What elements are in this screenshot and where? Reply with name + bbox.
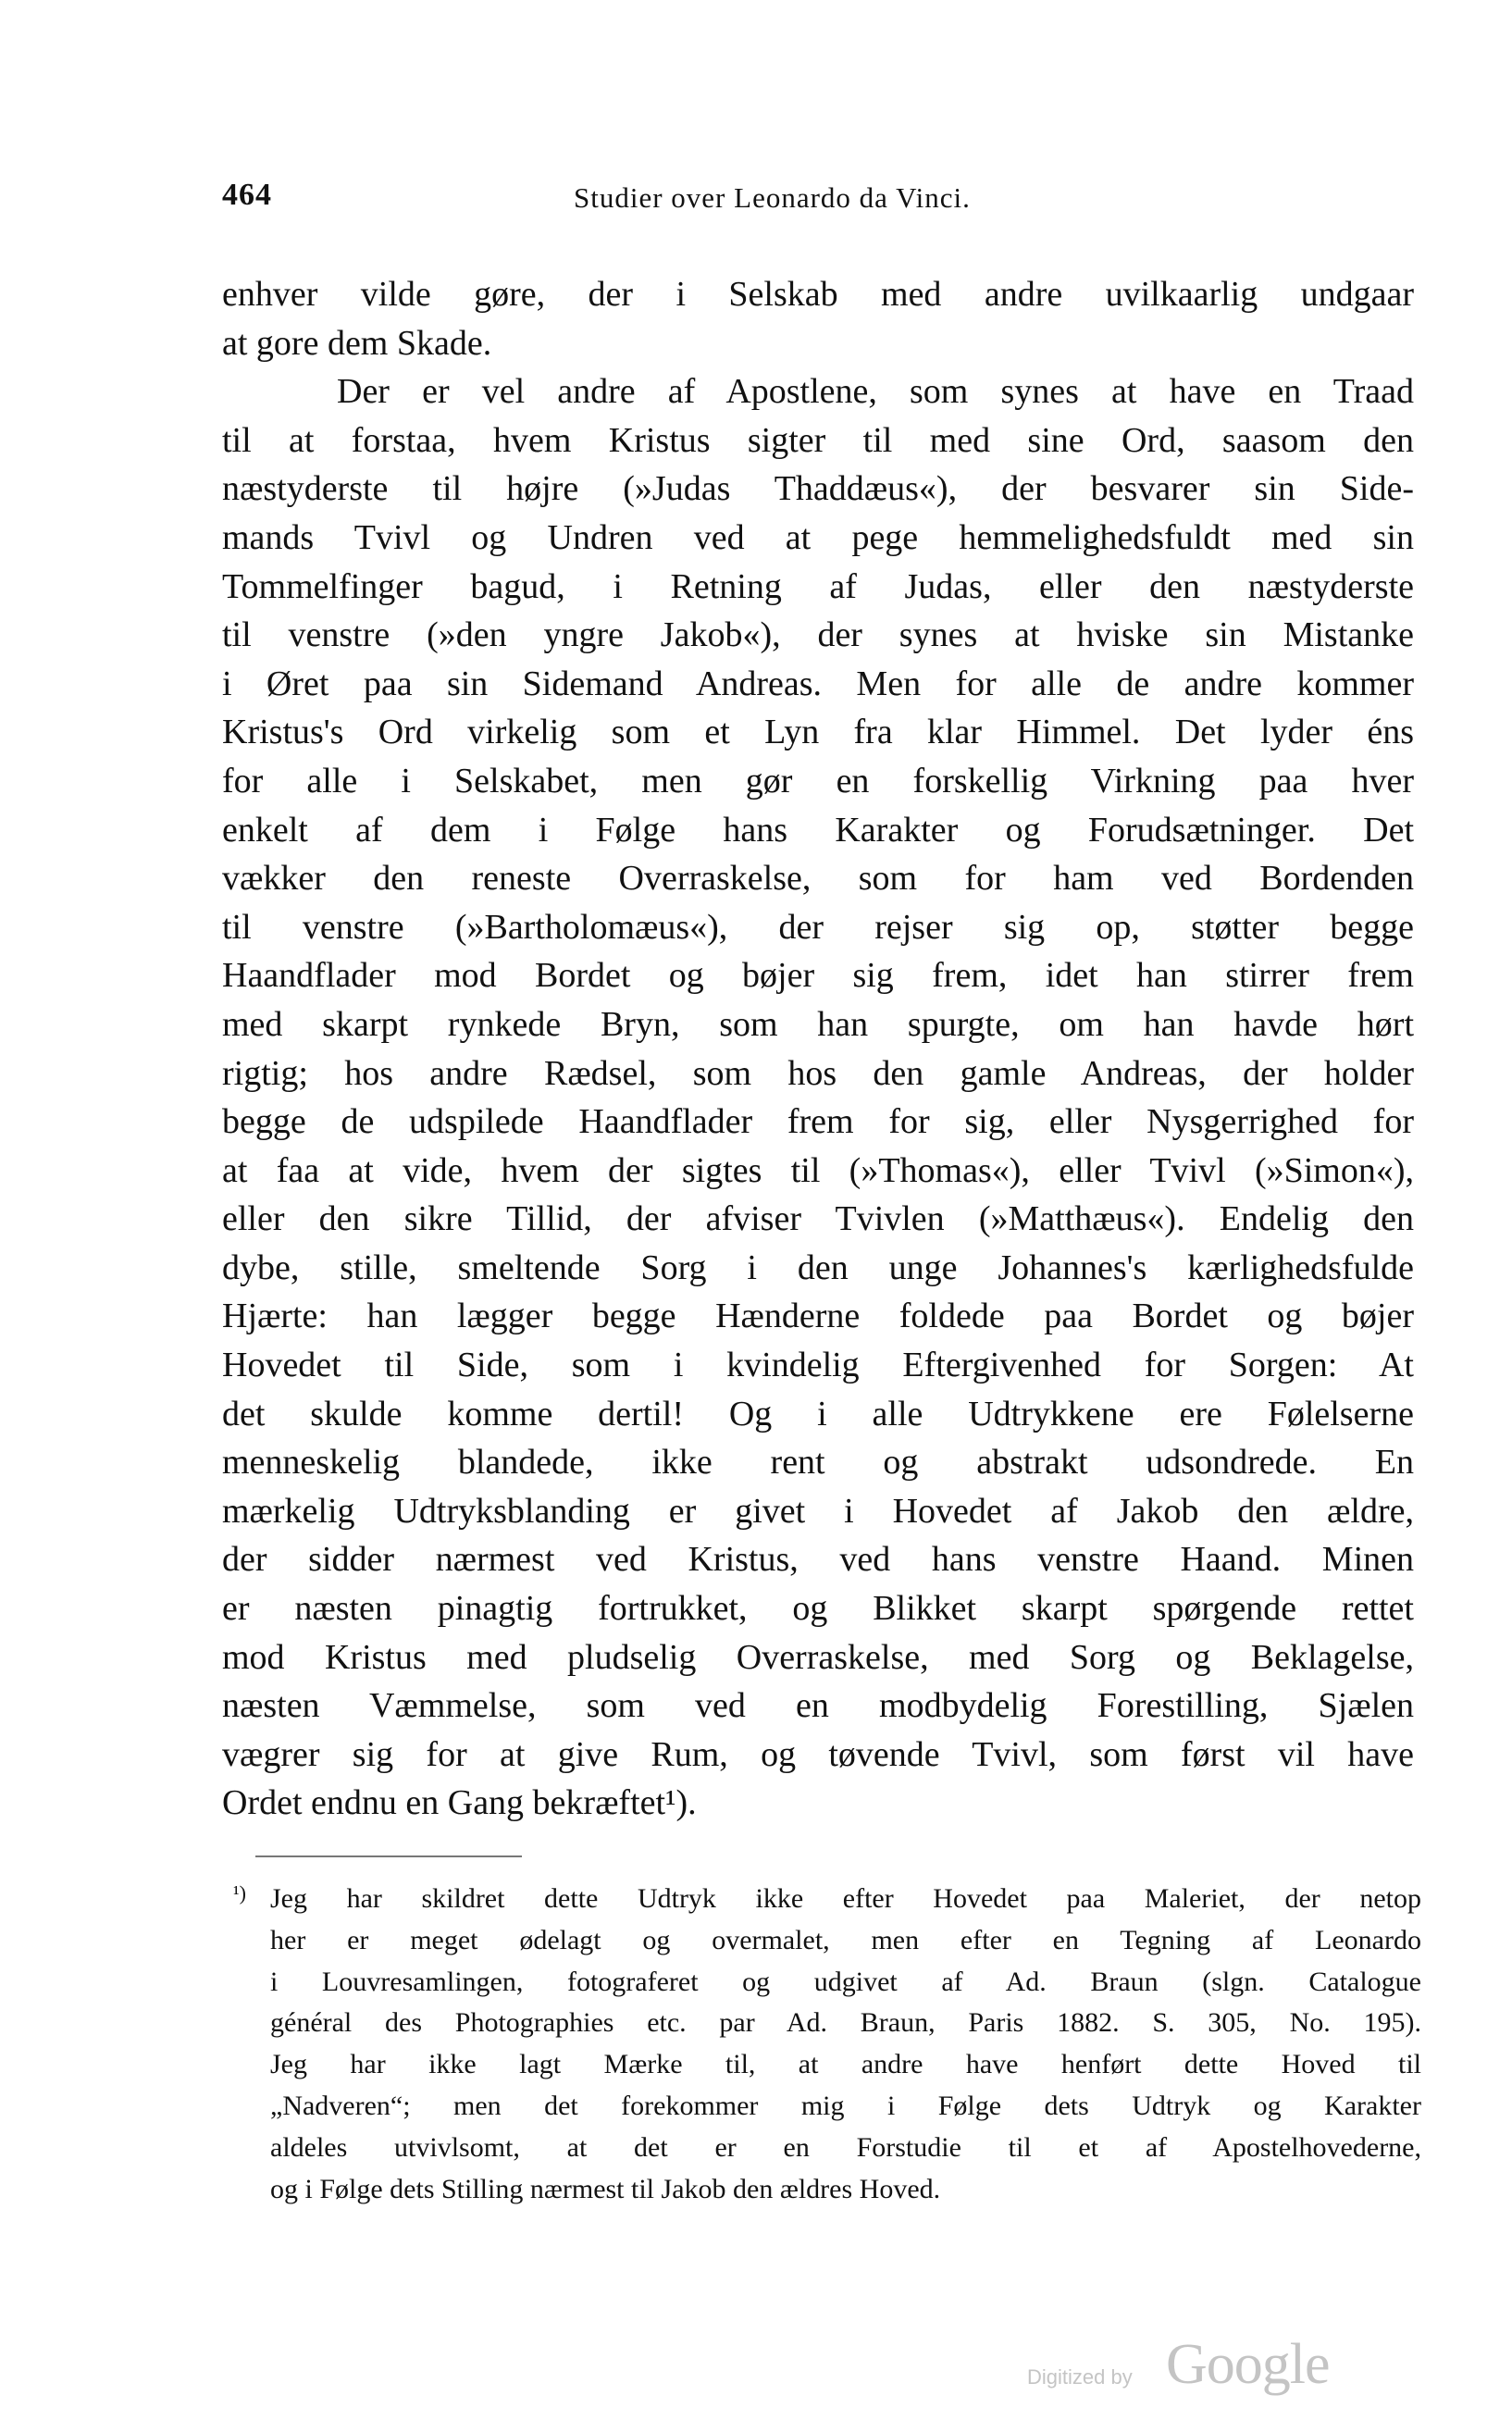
text-line: Der er vel andre af Apostlene, som synes at have en Traad (337, 372, 1414, 412)
running-title: Studier over Leonardo da Vinci. (574, 181, 971, 214)
footnote-line: i Louvresamlingen, fotograferet og udgivet af Ad. Braun (slgn. Catalogue (270, 1966, 1421, 1997)
text-line: Haandflader mod Bordet og bøjer sig frem, idet han stirrer frem (222, 956, 1414, 996)
text-line: er næsten pinagtig fortrukket, og Blikket skarpt spørgende rettet (222, 1589, 1414, 1629)
watermark-label: Digitized by (1027, 2365, 1133, 2389)
text-line: mod Kristus med pludselig Overraskelse, med Sorg og Beklagelse, (222, 1637, 1414, 1677)
footnote-line: Jeg har skildret dette Udtryk ikke efter Hovedet paa Maleriet, der netop (270, 1883, 1421, 1914)
text-line: Tommelfinger bagud, i Retning af Judas, eller den næstyderste (222, 566, 1414, 606)
footnote-line: général des Photographies etc. par Ad. Braun, Paris 1882. S. 305, No. 195). (270, 2007, 1421, 2039)
text-line: begge de udspilede Haandflader frem for sig, eller Nysgerrighed for (222, 1102, 1414, 1142)
text-line: det skulde komme dertil! Og i alle Udtrykkene ere Følelserne (222, 1394, 1414, 1433)
footnote-line: og i Følge dets Stilling nærmest til Jakob den ældres Hoved. (270, 2173, 941, 2204)
google-logo: Google (1166, 2333, 1330, 2396)
text-line: dybe, stille, smeltende Sorg i den unge Johannes's kærlighedsfulde (222, 1247, 1414, 1287)
text-line: med skarpt rynkede Bryn, som han spurgte, om han havde hørt (222, 1004, 1414, 1044)
text-line: at faa at vide, hvem der sigtes til (»Thomas«), eller Tvivl (»Simon«), (222, 1150, 1414, 1190)
text-line: enhver vilde gøre, der i Selskab med andre uvilkaarlig undgaar (222, 275, 1414, 314)
text-line: Hovedet til Side, som i kvindelig Eftergivenhed for Sorgen: At (222, 1346, 1414, 1385)
text-line: i Øret paa sin Sidemand Andreas. Men for alle de andre kommer (222, 664, 1414, 703)
text-line: Ordet endnu en Gang bekræftet¹). (222, 1783, 697, 1823)
text-line: næsten Væmmelse, som ved en modbydelig Forestilling, Sjælen (222, 1686, 1414, 1726)
text-line: eller den sikre Tillid, der afviser Tvivlen (»Matthæus«). Endelig den (222, 1199, 1414, 1239)
page-header (222, 178, 1425, 224)
body-text (222, 270, 1414, 1828)
footnote-rule (226, 1855, 522, 1857)
text-line: mands Tvivl og Undren ved at pege hemmelighedsfuldt med sin (222, 517, 1414, 557)
footnote-line: aldeles utvivlsomt, at det er en Forstudie til et af Apostelhovederne, (270, 2131, 1421, 2163)
text-line: enkelt af dem i Følge hans Karakter og Forudsætninger. Det (222, 810, 1414, 850)
footnote-line: Jeg har ikke lagt Mærke til, at andre have henført dette Hoved til (270, 2049, 1421, 2080)
text-line: mærkelig Udtryksblanding er givet i Hovedet af Jakob den ældre, (222, 1491, 1414, 1531)
text-line: til venstre (»den yngre Jakob«), der synes at hviske sin Mistanke (222, 615, 1414, 655)
text-line: næstyderste til højre (»Judas Thaddæus«), der besvarer sin Side- (222, 469, 1414, 509)
text-line: vækker den reneste Overraskelse, som for ham ved Bordenden (222, 859, 1414, 899)
text-line: menneskelig blandede, ikke rent og abstrakt udsondrede. En (222, 1443, 1414, 1483)
text-line: vægrer sig for at give Rum, og tøvende Tvivl, som først vil have (222, 1734, 1414, 1774)
text-line: til venstre (»Bartholomæus«), der rejser sig op, støtter begge (222, 907, 1414, 947)
text-line: for alle i Selskabet, men gør en forskellig Virkning paa hver (222, 761, 1414, 800)
text-line: at gore dem Skade. (222, 323, 492, 363)
footnote-line: her er meget ødelagt og overmalet, men efter en Tegning af Leonardo (270, 1924, 1421, 1955)
text-line: rigtig; hos andre Rædsel, som hos den gamle Andreas, der holder (222, 1053, 1414, 1093)
digitized-watermark (1027, 2332, 1416, 2406)
footnote (233, 1879, 1421, 2210)
text-line: Hjærte: han lægger begge Hænderne foldede paa Bordet og bøjer (222, 1297, 1414, 1336)
text-line: der sidder nærmest ved Kristus, ved hans venstre Haand. Minen (222, 1540, 1414, 1580)
footnote-marker: ¹) (233, 1881, 246, 1905)
text-line: til at forstaa, hvem Kristus sigter til med sine Ord, saasom den (222, 420, 1414, 460)
page-number: 464 (222, 178, 272, 212)
text-line: Kristus's Ord virkelig som et Lyn fra klar Himmel. Det lyder éns (222, 713, 1414, 752)
footnote-line: „Nadveren“; men det forekommer mig i Følge dets Udtryk og Karakter (270, 2090, 1421, 2121)
